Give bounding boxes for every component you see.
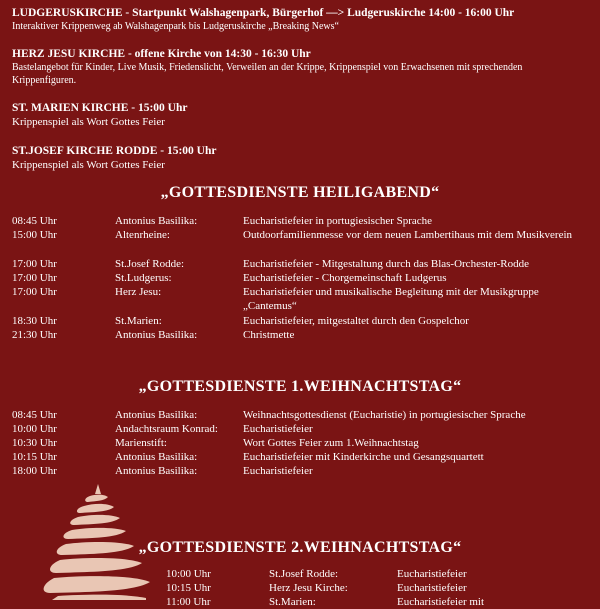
description: Eucharistiefeier - Chorgemeinschaft Ludgerus [243,272,447,284]
time: 11:00 Uhr [166,596,211,608]
description: Eucharistiefeier mit [397,596,485,608]
section-title-2-weihnachtstag: „GOTTESDIENSTE 2.WEIHNACHTSTAG“ [138,539,462,556]
location: St.Josef Rodde: [115,258,185,270]
table-row [12,271,600,285]
time: 17:00 Uhr [12,286,57,298]
table-row [12,257,600,271]
location: Antonius Basilika: [115,329,198,341]
time: 08:45 Uhr [12,409,57,421]
intro-heading: ST. MARIEN KIRCHE - 15:00 Uhr [12,102,188,114]
description: Eucharistiefeier [243,465,313,477]
section-title-heiligabend: „GOTTESDIENSTE HEILIGABEND“ [160,184,440,201]
location: Antonius Basilika: [115,409,198,421]
description: Eucharistiefeier in portugiesischer Sprache [243,215,433,227]
description: Eucharistiefeier, mitgestaltet durch den Gospelchor [243,315,469,327]
table-row [12,422,600,436]
intro-text: Interaktiver Krippenweg ab Walshagenpark bis Ludgeruskirche „Breaking News“ [12,21,339,32]
description: Eucharistiefeier [397,568,467,580]
table-row [166,595,600,609]
intro-heading: ST.JOSEF KIRCHE RODDE - 15:00 Uhr [12,145,217,157]
location: Herz Jesu: [115,286,162,298]
location: Andachtsraum Konrad: [115,423,218,435]
description: Outdoorfamilienmesse vor dem neuen Lambertihaus mit dem Musikverein [243,229,573,241]
location: Antonius Basilika: [115,465,198,477]
table-row [12,436,600,450]
time: 10:00 Uhr [12,423,57,435]
location: Herz Jesu Kirche: [269,582,348,594]
intro-text: Krippenspiel als Wort Gottes Feier [12,116,165,128]
intro-st-marien [12,101,592,129]
table-row [12,464,600,478]
description: Eucharistiefeier [397,582,467,594]
location: Antonius Basilika: [115,215,198,227]
intro-heading: HERZ JESU KIRCHE - offene Kirche von 14:30 - 16:30 Uhr [12,48,311,60]
time: 10:15 Uhr [166,582,211,594]
location: St.Josef Rodde: [269,568,339,580]
time: 21:30 Uhr [12,329,57,341]
table-row [12,214,600,228]
time: 10:30 Uhr [12,437,57,449]
location: Antonius Basilika: [115,451,198,463]
intro-st-josef [12,144,592,172]
table-row [12,314,600,328]
location: St.Marien: [269,596,316,608]
description: Wort Gottes Feier zum 1.Weihnachtstag [243,437,419,449]
location: Marienstift: [115,437,167,449]
intro-text: Bastelangebot für Kinder, Live Musik, Friedenslicht, Verweilen an der Krippe, Krippenspiel von Erwachsenen mit sprechenden Krippenfiguren. [12,62,523,86]
table-row [166,581,600,595]
description: Eucharistiefeier - Mitgestaltung durch das Blas-Orchester-Rodde [243,258,529,270]
intro-text: Krippenspiel als Wort Gottes Feier [12,159,165,171]
time: 10:15 Uhr [12,451,57,463]
time: 17:00 Uhr [12,272,57,284]
table-row [12,408,600,422]
intro-ludgerus [12,6,592,33]
intro-herz-jesu [12,47,592,87]
time: 18:00 Uhr [12,465,57,477]
description: Eucharistiefeier [243,423,313,435]
location: St.Marien: [115,315,162,327]
location: Altenrheine: [115,229,170,241]
description: Weihnachtsgottesdienst (Eucharistie) in portugiesischer Sprache [243,409,526,421]
time: 17:00 Uhr [12,258,57,270]
description: Eucharistiefeier mit Kinderkirche und Gesangsquartett [243,451,484,463]
table-row [12,328,600,342]
time: 08:45 Uhr [12,215,57,227]
table-row [12,228,600,256]
description: Eucharistiefeier und musikalische Begleitung mit der Musikgruppe „Cantemus“ [243,286,539,312]
time: 10:00 Uhr [166,568,211,580]
table-row [166,567,600,581]
section-title-1-weihnachtstag: „GOTTESDIENSTE 1.WEIHNACHTSTAG“ [138,378,462,395]
time: 18:30 Uhr [12,315,57,327]
description: Christmette [243,329,295,341]
table-row [12,285,600,313]
location: St.Ludgerus: [115,272,172,284]
intro-heading: LUDGERUSKIRCHE - Startpunkt Walshagenpark, Bürgerhof —> Ludgeruskirche 14:00 - 16:00 Uhr [12,7,515,19]
time: 15:00 Uhr [12,229,57,241]
table-row [12,450,600,464]
